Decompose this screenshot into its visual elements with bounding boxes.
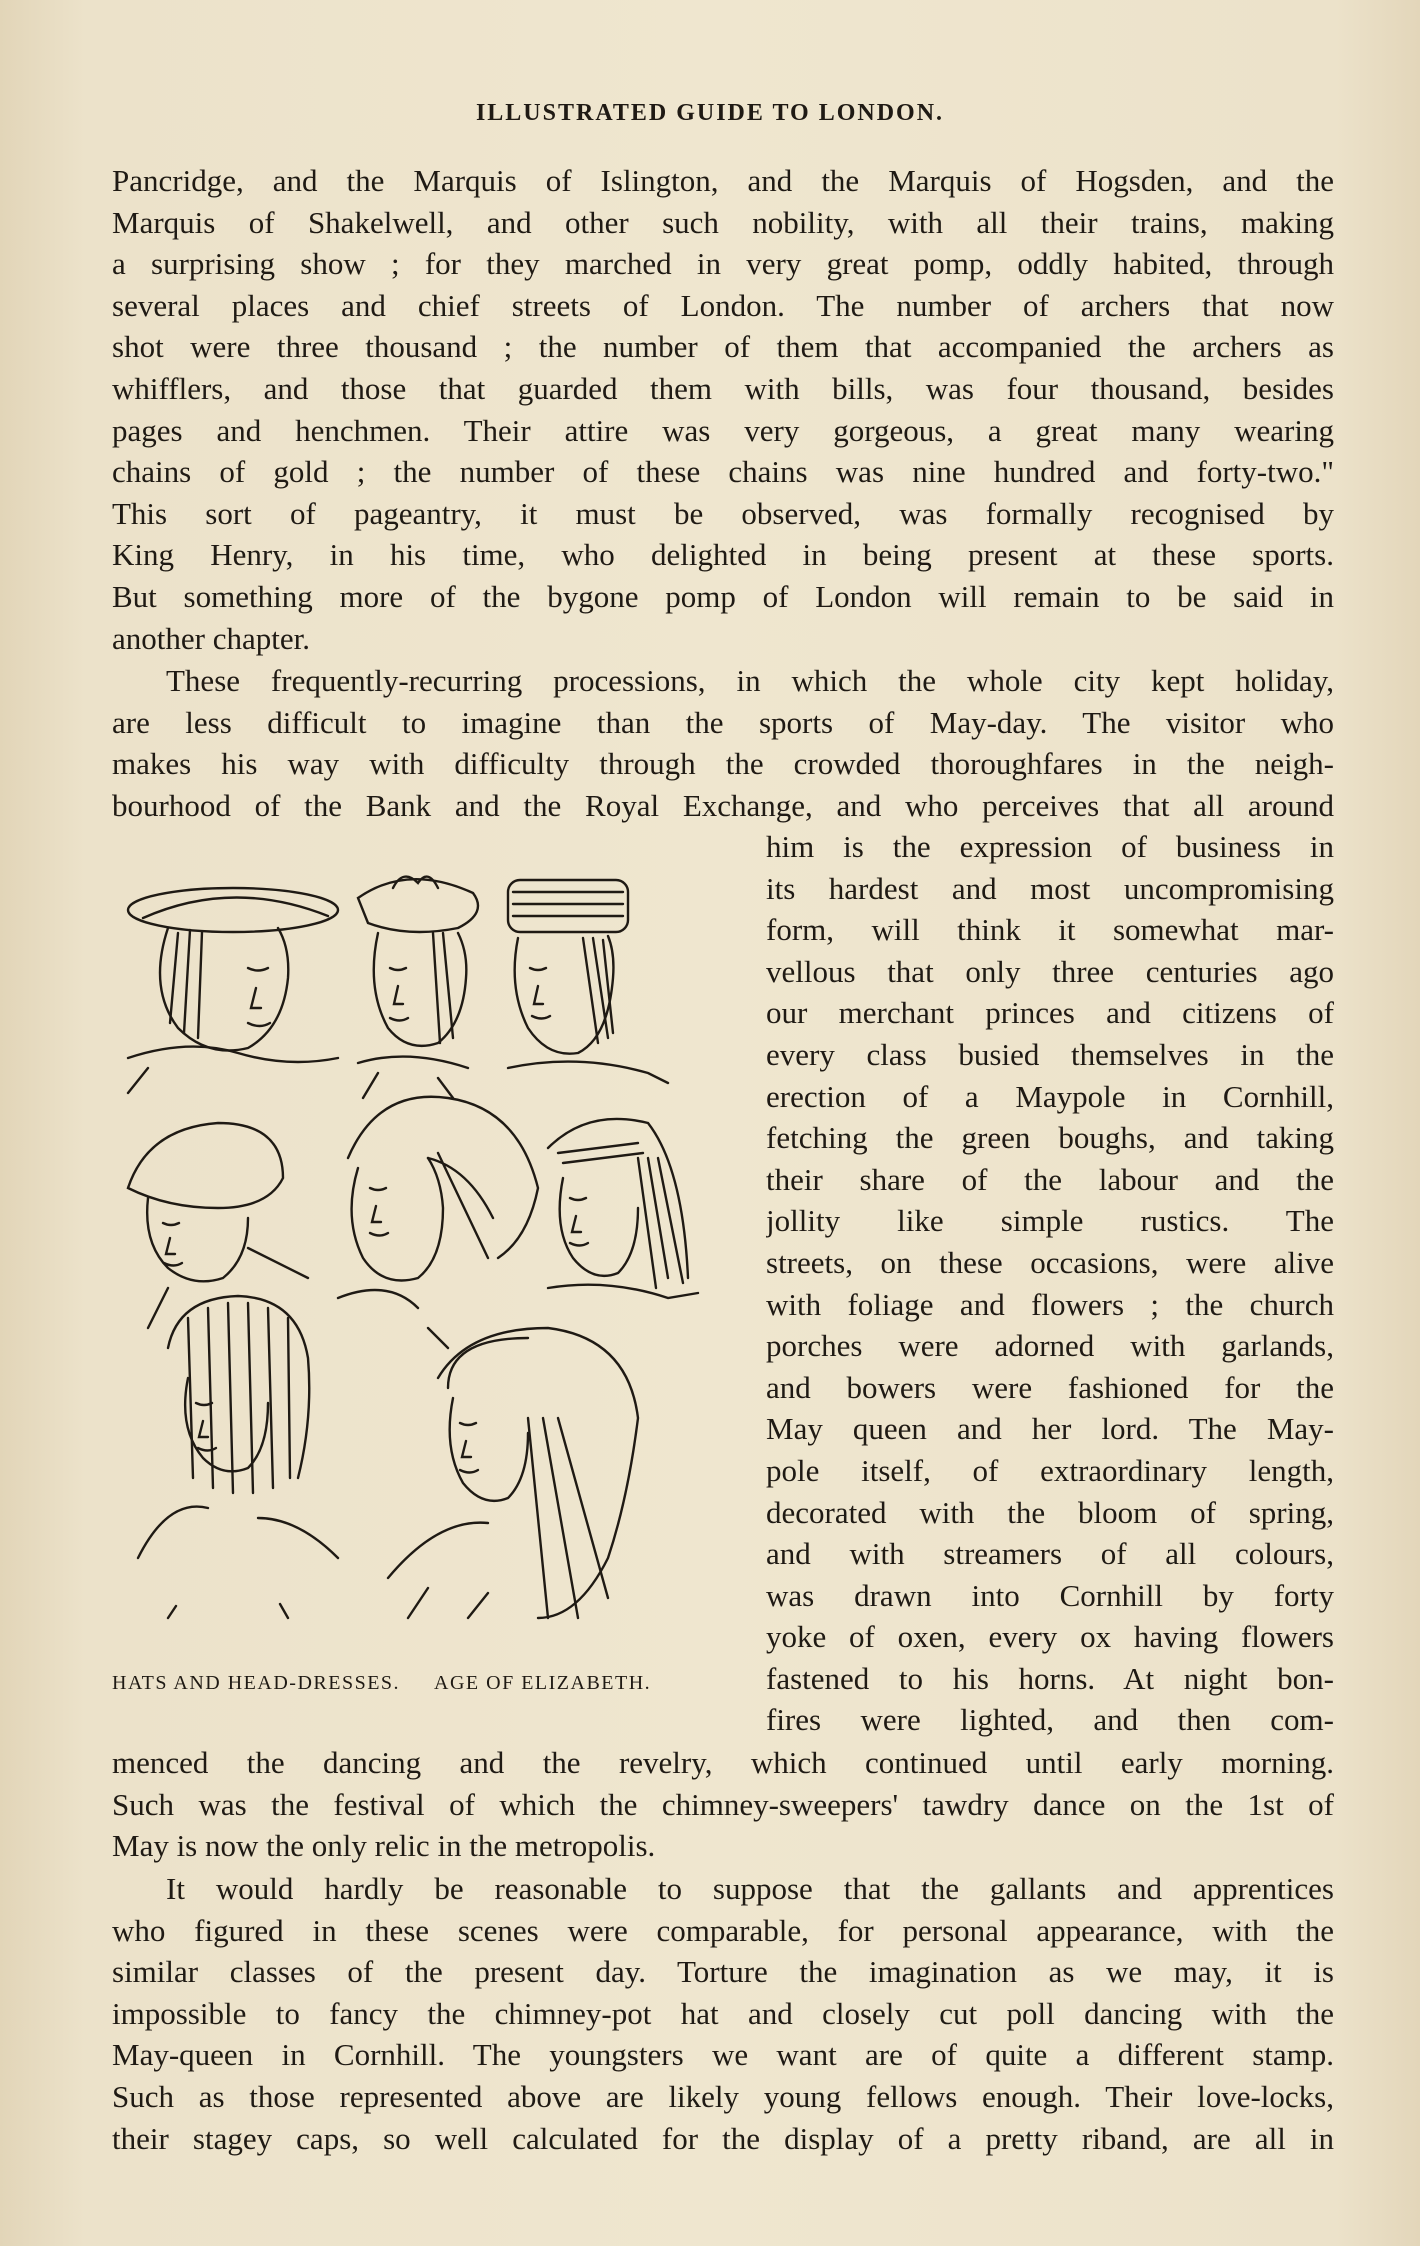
paragraph-2-continued	[112, 1742, 1334, 1867]
running-header: ILLUSTRATED GUIDE TO LONDON.	[475, 100, 945, 126]
text-line: bourhood of the Bank and the Royal Exchange, and who perceives that all around	[112, 787, 1334, 823]
text-line: chains of gold ; the number of these chains was nine hundred and forty-two."	[112, 454, 1334, 490]
text-line: shot were three thousand ; the number of them that accompanied the archers as	[112, 329, 1334, 365]
head-figure	[128, 888, 338, 1093]
text-line: pole itself, of extraordinary length,	[766, 1452, 1334, 1488]
text-line: and with streamers of all colours,	[766, 1536, 1334, 1572]
text-line: Such as those represented above are likely young fellows enough. Their love-locks,	[112, 2078, 1334, 2114]
paragraph-2	[112, 660, 1334, 826]
text-line: a surprising show ; for they marched in very great pomp, oddly habited, through	[112, 246, 1334, 282]
text-line: May is now the only relic in the metropolis.	[112, 1828, 656, 1864]
text-line: similar classes of the present day. Torture the imagination as we may, it is	[112, 1954, 1334, 1990]
text-line: Marquis of Shakelwell, and other such nobility, with all their trains, making	[112, 204, 1334, 240]
text-line: porches were adorned with garlands,	[766, 1328, 1334, 1364]
text-line: fetching the green boughs, and taking	[766, 1120, 1334, 1156]
text-line: him is the expression of business in	[766, 829, 1334, 864]
text-line: It would hardly be reasonable to suppose that the gallants and apprentices	[166, 1871, 1334, 1906]
text-line: vellous that only three centuries ago	[766, 953, 1334, 989]
text-line: erection of a Maypole in Cornhill,	[766, 1078, 1334, 1114]
paragraph-1	[112, 160, 1334, 659]
text-line: whifflers, and those that guarded them with bills, was four thousand, besides	[112, 370, 1334, 406]
text-line: Such was the festival of which the chimney-sweepers' tawdry dance on the 1st of	[112, 1786, 1334, 1822]
text-line: and bowers were fashioned for the	[766, 1369, 1334, 1405]
text-line: King Henry, in his time, who delighted in being present at these sports.	[112, 537, 1334, 573]
text-line: Pancridge, and the Marquis of Islington, and the Marquis of Hogsden, and the	[112, 163, 1334, 198]
text-line: These frequently-recurring processions, in which the whole city kept holiday,	[166, 663, 1334, 698]
text-line: jollity like simple rustics. The	[766, 1203, 1334, 1239]
text-line: May queen and her lord. The May-	[766, 1411, 1334, 1447]
head-figure	[388, 1328, 638, 1618]
text-line: another chapter.	[112, 620, 310, 656]
text-line: its hardest and most uncompromising	[766, 870, 1334, 906]
text-line: with foliage and flowers ; the church	[766, 1286, 1334, 1322]
caption-subtitle: AGE OF ELIZABETH.	[434, 1672, 652, 1694]
text-line: But something more of the bygone pomp of London will remain to be said in	[112, 578, 1334, 614]
text-line: their stagey caps, so well calculated for the display of a pretty riband, are all in	[112, 2120, 1334, 2156]
text-line: yoke of oxen, every ox having flowers	[766, 1619, 1334, 1655]
paragraph-3	[112, 1868, 1334, 2159]
hats-illustration	[108, 858, 758, 1648]
text-line: pages and henchmen. Their attire was very gorgeous, a great many wearing	[112, 412, 1334, 448]
text-line: several places and chief streets of London. The number of archers that now	[112, 287, 1334, 323]
text-line: menced the dancing and the revelry, which continued until early morning.	[112, 1745, 1334, 1780]
text-line: fires were lighted, and then com-	[766, 1702, 1334, 1738]
caption-title: HATS AND HEAD-DRESSES.	[112, 1672, 401, 1694]
text-line: every class busied themselves in the	[766, 1036, 1334, 1072]
text-line: was drawn into Cornhill by forty	[766, 1577, 1334, 1613]
text-line: are less difficult to imagine than the sports of May-day. The visitor who	[112, 704, 1334, 740]
figure-caption	[112, 1672, 762, 1695]
text-line: makes his way with difficulty through the crowded thoroughfares in the neigh-	[112, 746, 1334, 782]
text-line: decorated with the bloom of spring,	[766, 1494, 1334, 1530]
text-line: our merchant princes and citizens of	[766, 995, 1334, 1031]
text-line: their share of the labour and the	[766, 1161, 1334, 1197]
text-line: impossible to fancy the chimney-pot hat and closely cut poll dancing with the	[112, 1995, 1334, 2031]
head-figure	[508, 880, 668, 1083]
head-figure	[548, 1119, 698, 1298]
text-line: who figured in these scenes were comparable, for personal appearance, with the	[112, 1912, 1334, 1948]
text-line: May-queen in Cornhill. The youngsters we want are of quite a different stamp.	[112, 2037, 1334, 2073]
text-line: fastened to his horns. At night bon-	[766, 1660, 1334, 1696]
text-line: This sort of pageantry, it must be observed, was formally recognised by	[112, 495, 1334, 531]
head-figure	[358, 877, 478, 1098]
text-line: form, will think it somewhat mar-	[766, 912, 1334, 948]
text-line: streets, on these occasions, were alive	[766, 1244, 1334, 1280]
head-figure	[338, 1097, 538, 1348]
head-figure	[138, 1296, 338, 1618]
